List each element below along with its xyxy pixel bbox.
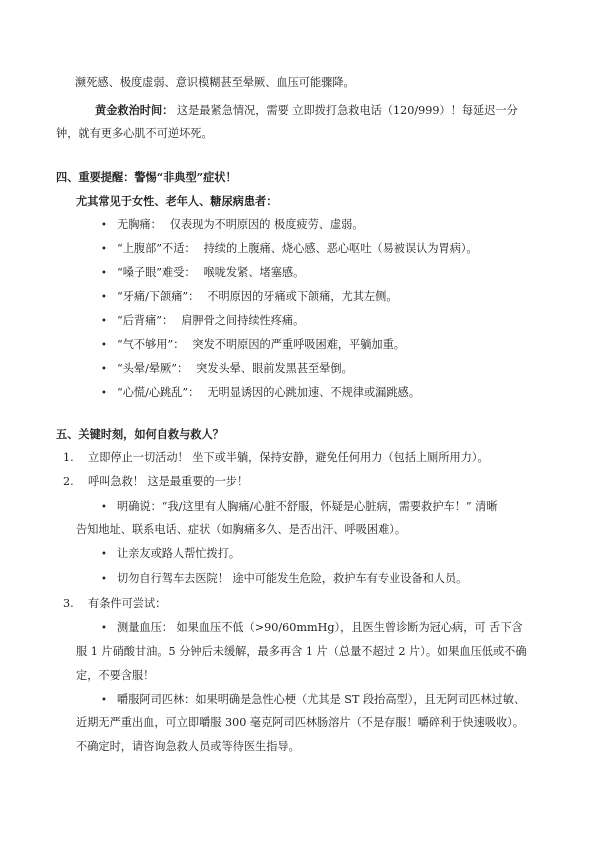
symptom-label: “上腹部”不适： bbox=[117, 242, 196, 255]
bullet-icon: • bbox=[101, 695, 107, 706]
symptom-item bbox=[117, 242, 478, 256]
symptom-label: “头晕/晕厥”： bbox=[117, 362, 189, 375]
step-3-bullet-2-cont: 不确定时，请咨询急救人员或等待医生指导。 bbox=[76, 740, 300, 753]
symptom-label: “牙痛/下颌痛”： bbox=[117, 290, 200, 303]
symptom-description: 喉咙发紧、堵塞感。 bbox=[203, 266, 305, 279]
bullet-icon: • bbox=[101, 220, 107, 231]
step-2-text: 呼叫急救！ 这是最重要的一步！ bbox=[88, 475, 249, 488]
symptom-label: “嗓子眼”难受： bbox=[117, 266, 196, 279]
bullet-icon: • bbox=[101, 623, 107, 634]
bullet-icon: • bbox=[101, 574, 107, 585]
symptom-item bbox=[117, 386, 420, 400]
step-3-bullet-1: 测量血压： 如果血压不低（>90/60mmHg），且医生曾诊断为冠心病，可 舌下含 bbox=[117, 621, 523, 634]
step-1-text: 立即停止一切活动！ 坐下或半躺，保持安静，避免任何用力（包括上厕所用力）。 bbox=[88, 451, 489, 464]
golden-time-text-cont: 钟，就有更多心肌不可逆坏死。 bbox=[56, 127, 213, 140]
list-number: 3. bbox=[63, 597, 74, 610]
step-3-text: 有条件可尝试： bbox=[88, 597, 167, 610]
symptom-description: 突发头晕、眼前发黑甚至晕倒。 bbox=[196, 362, 353, 375]
symptom-description: 仅表现为不明原因的 极度疲劳、虚弱。 bbox=[169, 218, 364, 231]
symptom-item bbox=[117, 362, 353, 376]
step-2-bullet-1: 明确说：“我/这里有人胸痛/心脏不舒服，怀疑是心脏病，需要救护车！” 清晰 bbox=[117, 500, 498, 513]
symptom-item bbox=[117, 314, 304, 328]
section-4-heading: 四、重要提醒：警惕“非典型”症状！ bbox=[56, 170, 237, 184]
symptom-label: “心慌/心跳乱”： bbox=[117, 386, 200, 399]
intro-line: 濒死感、极度虚弱、意识模糊甚至晕厥、血压可能骤降。 bbox=[75, 76, 355, 89]
bullet-icon: • bbox=[101, 316, 107, 327]
step-2-bullet-1-cont: 告知地址、联系电话、症状（如胸痛多久、是否出汗、呼吸困难）。 bbox=[76, 523, 407, 536]
symptom-item bbox=[117, 338, 405, 352]
bullet-icon: • bbox=[101, 340, 107, 351]
step-3-bullet-2: 嚼服阿司匹林：如果明确是急性心梗（尤其是 ST 段抬高型），且无阿司匹林过敏、 bbox=[117, 693, 526, 706]
step-2-bullet-3: 切勿自行驾车去医院！ 途中可能发生危险，救护车有专业设备和人员。 bbox=[117, 572, 468, 585]
symptom-description: 不明原因的牙痛或下颌痛，尤其左侧。 bbox=[207, 290, 398, 303]
step-2-bullet-2: 让亲友或路人帮忙拨打。 bbox=[117, 547, 241, 560]
bullet-icon: • bbox=[101, 244, 107, 255]
symptom-item bbox=[117, 218, 364, 232]
golden-time-label: 黄金救治时间： bbox=[95, 103, 174, 117]
step-3-bullet-1-cont: 定，不要含服！ bbox=[76, 669, 155, 682]
step-3-bullet-2-cont: 近期无严重出血，可立即嚼服 300 毫克阿司匹林肠溶片（不是存服！嚼碎利于快速吸收）。 bbox=[76, 716, 524, 729]
symptom-description: 突发不明原因的严重呼吸困难，平躺加重。 bbox=[192, 338, 405, 351]
bullet-icon: • bbox=[101, 364, 107, 375]
list-number: 1. bbox=[63, 451, 74, 464]
bullet-icon: • bbox=[101, 292, 107, 303]
golden-time-text: 这是最紧急情况，需要 立即拨打急救电话（120/999）！每延迟一分 bbox=[176, 104, 518, 117]
bullet-icon: • bbox=[101, 268, 107, 279]
symptom-item bbox=[117, 290, 398, 304]
section-5-heading: 五、关键时刻，如何自救与救人？ bbox=[56, 427, 224, 441]
list-number: 2. bbox=[63, 475, 74, 488]
symptom-description: 无明显诱因的心跳加速、不规律或漏跳感。 bbox=[207, 386, 420, 399]
bullet-icon: • bbox=[101, 388, 107, 399]
golden-time-paragraph bbox=[95, 103, 518, 118]
symptom-label: “后背痛”： bbox=[117, 314, 174, 327]
symptom-label: “气不够用”： bbox=[117, 338, 185, 351]
step-3-bullet-1-cont: 服 1 片硝酸甘油。5 分钟后未缓解，最多再含 1 片（总量不超过 2 片）。如果血压低或不确 bbox=[76, 645, 527, 658]
symptom-description: 持续的上腹痛、烧心感、恶心呕吐（易被误认为胃病）。 bbox=[203, 242, 478, 255]
symptom-item bbox=[117, 266, 304, 280]
symptom-description: 肩胛骨之间持续性疼痛。 bbox=[181, 314, 305, 327]
symptom-label: 无胸痛： bbox=[117, 218, 162, 231]
bullet-icon: • bbox=[101, 549, 107, 560]
bullet-icon: • bbox=[101, 502, 107, 513]
section-4-subheading: 尤其常见于女性、老年人、糖尿病患者： bbox=[76, 194, 278, 208]
